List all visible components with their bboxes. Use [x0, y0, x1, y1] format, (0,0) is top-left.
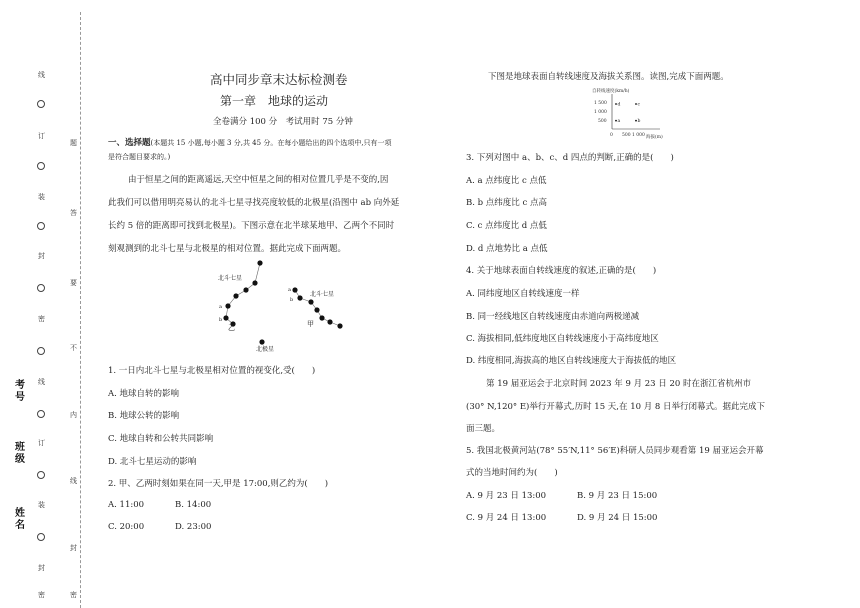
- section-note-text: (本题共 15 小题,每小题 3 分,共 45 分。在每小题给出的四个选项中,只有一项: [150, 139, 392, 147]
- q5-option-c[interactable]: C. 9 月 24 日 13:00: [466, 513, 547, 523]
- binding-char: 密: [38, 315, 45, 323]
- binding-dashed-line: [80, 12, 81, 608]
- section-note-2: 是符合题目要求的。): [108, 153, 171, 161]
- binding-char: 不: [70, 344, 77, 352]
- binding-char: 订: [38, 439, 45, 447]
- q4-option-b[interactable]: B. 同一经线地区自转线速度由赤道向两极递减: [466, 312, 640, 322]
- chart-point-label: c: [637, 102, 641, 108]
- q2-option-a[interactable]: A. 11:00: [108, 500, 145, 510]
- big-dipper-figure: [210, 258, 380, 353]
- binding-char: 装: [38, 193, 45, 201]
- chapter-title: 第一章 地球的运动: [220, 94, 329, 108]
- binding-char: 线: [70, 477, 77, 485]
- label-yi: 乙: [228, 324, 235, 332]
- label-a1: a: [219, 304, 222, 310]
- kaohao-label: 考号: [15, 380, 25, 403]
- exam-meta: 全卷满分 100 分 考试用时 75 分钟: [213, 117, 353, 127]
- q1-option-d[interactable]: D. 北斗七星运动的影响: [108, 457, 197, 467]
- q4-option-a[interactable]: A. 同纬度地区自转线速度一样: [466, 289, 580, 299]
- binding-hole: [37, 100, 45, 108]
- label-jia: 甲: [307, 320, 314, 328]
- binding-char: 封: [38, 252, 45, 260]
- rotation-speed-chart: [580, 86, 690, 140]
- banji-label: 班级: [15, 442, 25, 465]
- binding-hole: [37, 347, 45, 355]
- q1-option-a[interactable]: A. 地球自转的影响: [108, 389, 180, 399]
- chart-point-label: b: [637, 119, 641, 125]
- section-heading: 一、选择题: [108, 138, 151, 148]
- exam-title: 高中同步章末达标检测卷: [210, 72, 348, 87]
- q3-option-c[interactable]: C. c 点纬度比 d 点低: [466, 221, 547, 231]
- q2-option-b[interactable]: B. 14:00: [175, 500, 212, 510]
- section-note: [108, 136, 392, 148]
- right-intro: 下图是地球表面自转线速度及海拔关系图。读图,完成下面两题。: [488, 72, 729, 82]
- chart-xtick: 0: [610, 133, 613, 138]
- label-a2: a: [288, 287, 291, 293]
- binding-char: 线: [38, 71, 45, 79]
- q5-option-b[interactable]: B. 9 月 23 日 15:00: [577, 491, 658, 501]
- binding-char: 装: [38, 501, 45, 509]
- label-dipper-left: 北斗七星: [218, 275, 243, 282]
- binding-char: 密: [38, 591, 45, 599]
- passage2-line: 面三题。: [466, 424, 501, 434]
- passage-line: 此我们可以借用明亮易认的北斗七星寻找亮度较低的北极星(沿图中 ab 向外延: [108, 198, 400, 208]
- label-b2: b: [290, 297, 294, 303]
- label-b1: b: [219, 317, 223, 323]
- chart-xtick: 500: [622, 133, 631, 138]
- q1-option-b[interactable]: B. 地球公转的影响: [108, 411, 180, 421]
- q3-stem: 3. 下列对图中 a、b、c、d 四点的判断,正确的是( ): [466, 153, 674, 163]
- chart-xlabel: 海拔(m): [646, 135, 663, 140]
- chart-ylabel: 自转线速度(km/h): [592, 89, 630, 94]
- binding-hole: [37, 410, 45, 418]
- chart-ytick: 1 500: [594, 101, 607, 106]
- q1-option-c[interactable]: C. 地球自转和公转共同影响: [108, 434, 214, 444]
- q3-option-a[interactable]: A. a 点纬度比 c 点低: [466, 176, 547, 186]
- binding-char: 要: [70, 279, 77, 287]
- chart-xtick: 1 000: [632, 133, 645, 138]
- q4-option-d[interactable]: D. 纬度相同,海拔高的地区自转线速度大于海拔低的地区: [466, 356, 677, 366]
- binding-char: 题: [70, 139, 77, 147]
- passage2-line: 第 19 届亚运会于北京时间 2023 年 9 月 23 日 20 时在浙江省杭州市: [486, 379, 752, 389]
- q4-option-c[interactable]: C. 海拔相同,低纬度地区自转线速度小于高纬度地区: [466, 334, 659, 344]
- q4-stem: 4. 关于地球表面自转线速度的叙述,正确的是( ): [466, 266, 657, 276]
- q2-option-c[interactable]: C. 20:00: [108, 522, 145, 532]
- q2-stem: 2. 甲、乙两时刻如果在同一天,甲是 17:00,则乙约为( ): [108, 479, 329, 489]
- dipper-yi: [223, 260, 262, 326]
- binding-char: 内: [70, 411, 77, 419]
- binding-char: 线: [38, 378, 45, 386]
- xingming-label: 姓名: [15, 508, 25, 531]
- q5-option-d[interactable]: D. 9 月 24 日 15:00: [577, 513, 658, 523]
- binding-hole: [37, 222, 45, 230]
- binding-hole: [37, 533, 45, 541]
- binding-char: 封: [70, 544, 77, 552]
- binding-char: 封: [38, 564, 45, 572]
- q3-option-d[interactable]: D. d 点地势比 a 点低: [466, 244, 548, 254]
- label-dipper-right: 北斗七星: [310, 291, 335, 298]
- polaris-star: [259, 339, 264, 344]
- q2-option-d[interactable]: D. 23:00: [175, 522, 212, 532]
- chart-ytick: 1 000: [594, 110, 607, 115]
- binding-hole: [37, 162, 45, 170]
- q1-stem: 1. 一日内北斗七星与北极星相对位置的视变化,受( ): [108, 366, 316, 376]
- label-polaris: 北极星: [256, 346, 275, 353]
- chart-point-label: a: [617, 119, 621, 125]
- binding-hole: [37, 284, 45, 292]
- binding-char: 密: [70, 591, 77, 599]
- q5-stem-2: 式的当地时间约为( ): [466, 468, 558, 478]
- q5-stem: 5. 我国北极黄河站(78° 55′N,11° 56′E)科研人员同步观看第 19 届亚运会开幕: [466, 446, 764, 456]
- binding-hole: [37, 471, 45, 479]
- passage-line: 由于恒星之间的距离遥远,天空中恒星之间的相对位置几乎是不变的,因: [128, 175, 389, 185]
- chart-point-label: d: [617, 102, 621, 108]
- binding-char: 订: [38, 132, 45, 140]
- binding-char: 答: [70, 209, 77, 217]
- passage-line: 长约 5 倍的距离即可找到北极星)。下图示意在北半球某地甲、乙两个不同时: [108, 221, 395, 231]
- passage-line: 刻观测到的北斗七星与北极星的相对位置。据此完成下面两题。: [108, 244, 347, 254]
- q3-option-b[interactable]: B. b 点纬度比 c 点高: [466, 198, 547, 208]
- passage2-line: (30° N,120° E)举行开幕式,历时 15 天,在 10 月 8 日举行闭幕式。据此完成下: [466, 402, 766, 412]
- q5-option-a[interactable]: A. 9 月 23 日 13:00: [466, 491, 547, 501]
- chart-ytick: 500: [598, 119, 607, 124]
